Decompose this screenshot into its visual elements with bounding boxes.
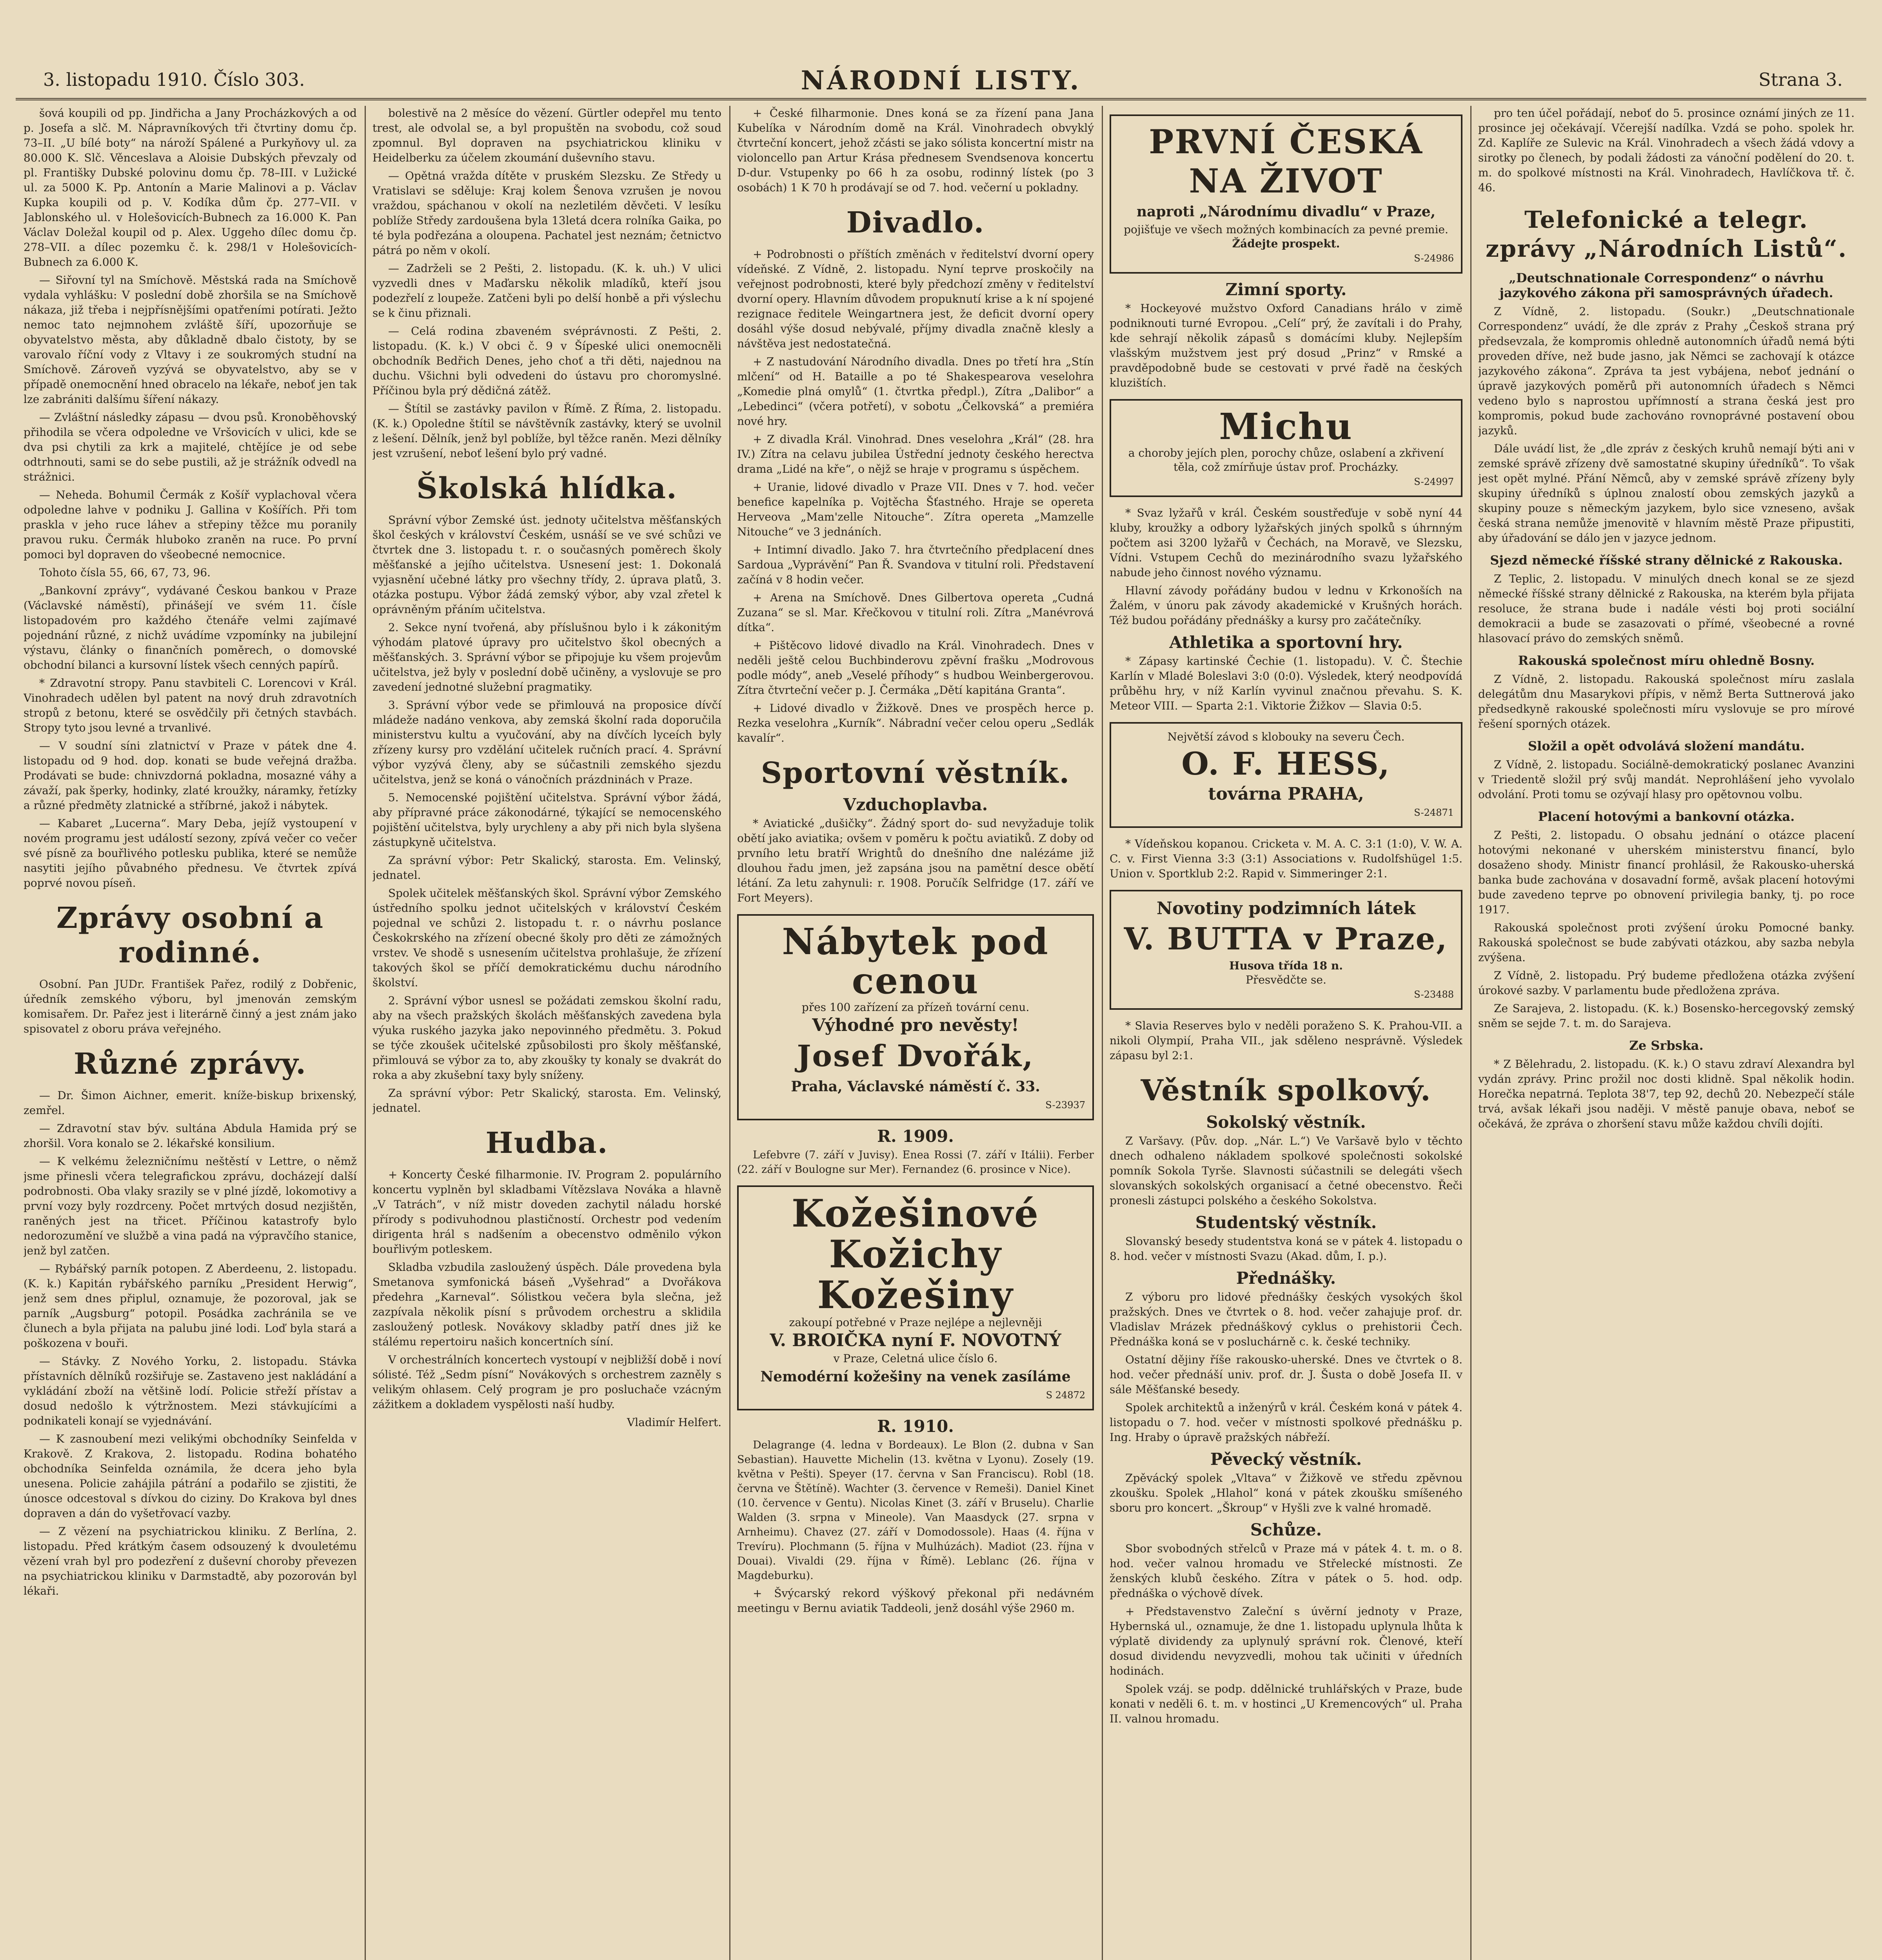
subsection-heading: Schůze. xyxy=(1250,1520,1322,1539)
article: 2. Sekce nyní tvořená, aby příslušnou bylo i k zákonitým výhodám platové úpravy pro učitelstvo škol obecných a měšťanských. 3. Správní výbor se připojuje ku všem projevům učitelstva, jež byly v poslední době učiněny, a vyslovuje se pro zavedení jednotné služební pragmatiky. xyxy=(372,621,721,693)
article: — Kabaret „Lucerna“. Mary Deba, jejíž vystoupení v novém programu jest událostí sezony, zpívá večer co večer své písně za bouřlivého potlesku publika, které se nemůže nasytiti jejího půvabného přednesu. Ve čtvrtek zpívá poprvé novou píseň. xyxy=(24,817,357,889)
ad-company: V. BUTTA v Praze, xyxy=(1124,921,1448,957)
article: 2. Správní výbor usnesl se požádati zemskou školní radu, aby na všech pražských školách měšťanských zavedena byla výuka ruského jazyka jako nepovinného předmětu. 3. Pokud se týče zkoušek učitelské způsobilosti pro školy měšťanské, přimlouvá se výbor za to, aby zkoušky ty konaly se dvakrát do roka a aby zkušební taxy byly sníženy. xyxy=(372,994,721,1082)
article: bolestivě na 2 měsíce do vězení. Gürtler odepřel mu tento trest, ale odvolal se, a byl propuštěn na svobodu, což soud zpomnul. Byl dopraven na psychiatrickou kliniku v Heidelberku za účelem zkoumání duševního stavu. xyxy=(372,107,721,164)
ad-code: S-24997 xyxy=(1414,476,1454,487)
article: — Rybářský parník potopen. Z Aberdeenu, 2. listopadu. (K. k.) Kapitán rybářského parníku „President Herwig“, jenž sem dnes připlul, oznamuje, že pozoroval, jak se parník „Augsburg“ potopil. Posádka zachránila se ve člunech a byla přijata na palubu jiné lodi. Loď byla stará a poškozena v bouři. xyxy=(24,1262,357,1350)
article: + Pištěcovo lidové divadlo na Král. Vinohradech. Dnes v neděli ještě celou Buchbinderovu zpěvní frašku „Modrovous podle módy“, aneb „Veselé příhody“ s hudbou Weinbergerovou. Zítra čtvrteční večer p. J. Čermáka „Dětí kapitána Granta“. xyxy=(737,639,1094,697)
article: Z Vídně, 2. listopadu. Sociálně-demokratický poslanec Avanzini v Triedentě složil prý svůj mandát. Neprohlášení jeho vyvolalo odvolání. Proti tomu se ozývají hlasy pro opětovnou volbu. xyxy=(1478,758,1855,801)
article: — Zadrželi se 2 Pešti, 2. listopadu. (K. k. uh.) V ulici vyzvedli dnes v Maďarsku několik mladíků, kteří jsou podezřelí z loupeže. Zatčeni byli po delší honbě a při výslechu se k činu přiznali. xyxy=(372,262,721,319)
subsection-heading: Studentský věstník. xyxy=(1195,1213,1377,1232)
article: Spolek učitelek měšťanských škol. Správní výbor Zemského ústředního spolku jednot učitelských v království Českém pojednal ve schůzi 2. listopadu t. r. o návrhu poslance Českokrského na zřízení obecné školy pro děti ze zámožných vrstev. Ve shodě s usnesením učitelstva prohlašuje, že zřízení takových škol se příčí demokratickému duchu národního školství. xyxy=(372,887,721,989)
ad-address: v Praze, Celetná ulice číslo 6. xyxy=(833,1352,998,1365)
advertisement-furniture xyxy=(737,914,1094,1120)
article: — Štítil se zastávky pavilon v Římě. Z Říma, 2. listopadu. (K. k.) Opoledne štítil se návštěvník zastávky, který se uvolnil z lešení. Dělník, jenž byl poblíže, byl těžce raněn. Mezi dělníky jest vzrušení, neboť lešení bylo prý vadné. xyxy=(372,402,721,460)
subsection-heading: Ze Srbska. xyxy=(1629,1038,1704,1053)
list-item: Delagrange (4. ledna v Bordeaux). Le Blon (2. dubna v San Sebastian). Hauvette Michelin (13. května v Lyonu). Zosely (19. května v Pešti). Speyer (17. června v San Franciscu). Robl (18. června ve Štětíně). Wachter (3. července v Remeši). Daniel Kinet (10. července v Gentu). Nicolas Kinet (3. září v Bruselu). Charlie Walden (3. srpna v Mineole). Van Maasdyck (27. srpna v Arnheimu). Chavez (27. září v Domodossole). Haas (4. října v Trevíru). Plochmann (5. října v Mulhúzách). Madiot (23. října v Douai). Vivaldi (29. října v Římě). Leblanc (26. října v Magdeburku). xyxy=(737,1439,1094,1582)
article: Z Pešti, 2. listopadu. O obsahu jednání o otázce placení hotovými nekonané v uherském ministerstvu financí, bylo dosaženo shody. Ministr financí prohlásil, že Rakousko-uherská banka bude zachována v dosavadní formě, avšak placení hotovými bude zavedeno teprve po obnovení privilegia banky, tj. po roce 1917. xyxy=(1478,829,1855,916)
ad-text: továrna PRAHA, xyxy=(1208,784,1364,804)
section-heading: Školská hlídka. xyxy=(416,472,678,505)
article: + Arena na Smíchově. Dnes Gilbertova opereta „Cudná Zuzana“ se sl. Mar. Křečkovou v titulní roli. Zítra „Manévrová dítka“. xyxy=(737,591,1094,634)
list-item: Lefebvre (7. září v Juvisy). Enea Rossi (7. září v Itálii). Ferber (22. září v Boulogne sur Mer). Fernandez (6. prosince v Nice). xyxy=(737,1149,1094,1176)
article: Z Vídně, 2. listopadu. (Soukr.) „Deutschnationale Correspondenz“ uvádí, že dle zpráv z Prahy „Českoš strana prý předsevzala, že kompromis ohledně autonomních úřadů nemá býti proveden dříve, než bude jasno, jak Němci se zachovají k otázce jazykového zákona“. Zpráva ta jest vybájena, neboť jednání o úpravě jazykových poměrů při autonomních úřadech s Němci vedeno bylo s naprostou upřímností a strana česká jest pro kompromis, pokud bude zachováno rovnoprávné postavení obou jazyků. xyxy=(1478,305,1855,437)
article: — Stávky. Z Nového Yorku, 2. listopadu. Stávka přístavních dělníků rozšiřuje se. Zastaveno jest nakládání a vykládání zboží na většině lodí. Policie střeží přístav a dosud nedošlo k výtržnostem. Mezi stávkujícími a podnikateli konají se vyjednávání. xyxy=(24,1355,357,1427)
article: Správní výbor Zemské úst. jednoty učitelstva měšťanských škol českých v království Českém, usnáší se ve své schůzi ve čtvrtek dne 3. listopadu t. r. o současných poměrech školy měšťanské a jejího učitelstva. Usnesení jest: 1. Dokonalá vyjasnění učebné látky pro všechny třídy, 2. úprava platů, 3. otázka postupu. Výbor žádá zemský výbor, aby vzal zřetel k oprávněným přáním učitelstva. xyxy=(372,514,721,616)
advertisement-furs xyxy=(737,1185,1094,1410)
article: — Zvláštní následky zápasu — dvou psů. Kronoběhovský přihodila se včera odpoledne ve Vršovicích v ulici, kde se dva psi chytili za krk a majitelé, chtějíce je od sebe odtrhnouti, sami se do sebe pustili, až je strážník odvedl na strážnici. xyxy=(24,411,357,483)
article: — Z vězení na psychiatrickou kliniku. Z Berlína, 2. listopadu. Před krátkým časem odsouzený k dvouletému vězení vrah byl pro podezření z duševní choroby převezen na psychiatrickou kliniku v Darmstadtě, aby pozorován byl lékaři. xyxy=(24,1525,357,1597)
article: šová koupili od pp. Jindřicha a Jany Procházkových a od p. Josefa a slč. M. Nápravníkových tři čtvrtiny domu čp. 73–II. „U bílé boty“ na nároží Spálené a Purkyňovy ul. za 80.000 K. Slč. Věnceslava a Aloisie Dubských převzaly od pl. Františky Dubské polovinu domu čp. 78–III. v Lužické ul. za 5000 K. Pp. Antonín a Marie Malinovi a p. Václav Kupka koupili od p. V. Kodíka dům čp. 277–VII. v Jablonského ul. v Holešovicích-Bubnech za 16.000 K. Pan Václav Doležal koupil od p. Alex. Uggeho dílec domu čp. 278–VII. a dílec pozemku č. k. 298/1 v Holešovicích-Bubnech za 6.000 K. xyxy=(24,107,357,269)
article: — Celá rodina zbaveném svéprávnosti. Z Pešti, 2. listopadu. (K. k.) V obci č. 9 v Šípeské ulici onemocněli obchodník Bedřich Denes, jeho choť a tři děti, najednou na duchu. Všichni byli odvedeni do ústavu pro choromyslné. Příčinou byla prý dědičná zátěž. xyxy=(372,325,721,397)
column-4 xyxy=(1110,106,1462,1960)
ad-headline: Michu xyxy=(1219,405,1353,448)
subsection-heading: R. 1909. xyxy=(877,1127,954,1146)
article: V orchestrálních koncertech vystoupí v nejbližší době i noví sólisté. Též „Sedm písní“ Novákových s orchestrem zazněly s velikým ohlasem. Celý program je pro posluchače vzácným zážitkem a dokladem vyspělosti naší hudby. xyxy=(372,1353,721,1411)
ad-company: Josef Dvořák, xyxy=(797,1038,1034,1073)
article: — Siřovní tyl na Smíchově. Městská rada na Smíchově vydala vyhlášku: V poslední době zhoršila se na Smíchově nákaza, již třeba i nejpřísnějšími opatřeními potírati. Ježto nemoc tato nejmnohem zvláště šíří, upozorňuje se obyvatelstvo města, aby důkladně dbalo čistoty, by se varovalo říční vody z Vltavy i ze soukromých studní na Smíchově. Zároveň vyzývá se obyvatelstvo, aby se v případě onemocnění hned obracelo na lékaře, neboť jen tak lze zabrániti dalšímu šíření nákazy. xyxy=(24,274,357,406)
article: Z Varšavy. (Pův. dop. „Nár. L.“) Ve Varšavě bylo v těchto dnech odhaleno nákladem spolkové společnosti sokolské pomník Sokola Tyrše. Slavnosti súčastnili se delegáti všech slovanských sokolských organisací a četné obecenstvo. Řeči pronesli zástupci polského a českého Sokolstva. xyxy=(1110,1134,1462,1207)
article: Hlavní závody pořádány budou v lednu v Krkonoších na Žalém, v únoru pak závody akademické v Krušných horách. Též budou pořádány přednášky a kursy pro začátečníky. xyxy=(1110,584,1462,627)
article: * Aviatické „dušičky“. Žádný sport do- sud nevyžaduje tolik obětí jako aviatika; ovšem v poměru k počtu aviatiků. Z doby od prvního letu bratří Wrightů do dnešního dne nalézáme již dlouhou řadu jmen, jež zapsána jsou na pamětní desce obětí létání. Za letu zahynuli: r. 1908. Poručík Selfridge (17. září ve Fort Meyers). xyxy=(737,817,1094,904)
column-1 xyxy=(24,106,357,1960)
article: + Z nastudování Národního divadla. Dnes po třetí hra „Stín mlčení“ od H. Bataille a po té Shakespearova veselohra „Komedie plná omylů“ (1. čtvrtka předpl.), Zítra „Dalibor“ a „Lebedinci“ (včera potřetí), v sobotu „Čelkovská“ a premiéra nové hry. xyxy=(737,355,1094,428)
article: — Zdravotní stav býv. sultána Abdula Hamida prý se zhoršil. Vora konalo se 2. lékařské konsilium. xyxy=(24,1122,357,1150)
article: Z Vídně, 2. listopadu. Prý budeme předložena otázka zvýšení úrokové sazby. V parlamentu bude předložena zpráva. xyxy=(1478,969,1855,997)
subsection-heading: Sjezd německé říšské strany dělnické z Rakouska. xyxy=(1490,553,1843,568)
article: Spolek vzáj. se podp. ddělnické truhlářských v Praze, bude konati v neděli 6. t. m. v hostinci „U Kremencových“ ul. Praha II. valnou hromadu. xyxy=(1110,1682,1462,1725)
column-3 xyxy=(737,106,1094,1960)
article: 5. Nemocenské pojištění učitelstva. Správní výbor žádá, aby přípravné práce zákonodárné, týkající se nemocenského pojištění učitelstva, byly urychleny a aby při nich byla slyšena zástupkyně učitelstva. xyxy=(372,791,721,849)
article: Rakouská společnost proti zvýšení úroku Pomocné banky. Rakouská společnost se bude zabývati otázkou, aby sazba nebyla zvýšena. xyxy=(1478,921,1855,964)
article: Dále uvádí list, že „dle zpráv z českých kruhů nemají býti ani v zemské správě zřízeny dvě samostatné skupiny úředníků“. To však jest opět mylné. Přání Němců, aby v zemské správě zřízeny byly skupiny úředníků s úplnou znalostí obou zemských jazyků a skupiny pouze s německým jazykem, bylo sice vzneseno, avšak česká strana nemůže jmenovitě v hlavním městě Praze připustiti, aby úřadování se dálo jen v jazyce jednom. xyxy=(1478,442,1855,544)
ad-company: V. BROIČKA nyní F. NOVOTNÝ xyxy=(770,1330,1061,1350)
ad-text: Největší závod s klobouky na severu Čech. xyxy=(1167,730,1405,743)
ad-text: zakoupí potřebné v Praze nejlépe a nejlevněji xyxy=(789,1316,1042,1329)
subsection-heading: Zimní sporty. xyxy=(1225,280,1347,299)
issue-date: 3. listopadu 1910. Číslo 303. xyxy=(43,69,305,90)
article: 3. Správní výbor vede se přimlouvá na proposice dívčí mládeže nadáno venkova, aby zemská školní rada doporučila ministerstvu kultu a vyučování, aby na dívčích lyceích byly zřízeny kursy pro vzdělání učitelek ručních prací. 4. Správní výbor vyzývá členy, aby se súčastnili zemského sjezdu učitelstva, jenž se koná o vánočních prázdninách v Praze. xyxy=(372,699,721,786)
article: Osobní. Pan JUDr. František Pařez, rodilý z Dobřenic, úředník zemského výboru, byl jmenován zemským komisařem. Dr. Pařez jest i literárně činný a jest znám jako spisovatel z oboru práva veřejného. xyxy=(24,978,357,1035)
subsection-heading: Sokolský věstník. xyxy=(1206,1112,1366,1132)
article: Z Teplic, 2. listopadu. V minulých dnech konal se ze sjezd německé říšské strany dělnické z Rakouska, na kterém byla přijata resoluce, že strana bude i nadále vésti boj proti sociální demokracii a bude se zasazovati o přímé, všeobecné a rovné hlasovací právo do zemských sněmů. xyxy=(1478,572,1855,645)
subsection-heading: Složil a opět odvolává složení mandátu. xyxy=(1528,739,1805,753)
column-rule xyxy=(1102,106,1103,1960)
subsection-heading: „Deutschnationale Correspondenz“ o návrhu jazykového zákona při samosprávných úřadech. xyxy=(1499,270,1833,300)
subsection-heading: R. 1910. xyxy=(877,1417,954,1436)
advertisement-fabrics xyxy=(1110,890,1462,1010)
ad-text: Přesvědčte se. xyxy=(1246,973,1326,986)
ad-text: Žádejte prospekt. xyxy=(1232,237,1340,250)
advertisement-institute xyxy=(1110,399,1462,497)
ad-code: S-23937 xyxy=(1045,1100,1085,1111)
advertisement-insurance xyxy=(1110,114,1462,274)
article: Z Vídně, 2. listopadu. Rakouská společnost míru zaslala delegátům dnu Masarykovi přípis, v němž Berta Suttnerová jako předsedkyně rakouské společnosti míru vyslovuje se pro mírové řešení sporných otázek. xyxy=(1478,673,1855,730)
column-rule xyxy=(729,106,730,1960)
article: + Lidové divadlo v Žižkově. Dnes ve prospěch herce p. Rezka veselohra „Kurník“. Nábradní večer celou operu „Sedlák kavalír“. xyxy=(737,702,1094,744)
subsection-heading: Rakouská společnost míru ohledně Bosny. xyxy=(1518,653,1815,668)
article: * Svaz lyžařů v král. Českém soustřeďuje v sobě nyní 44 kluby, kroužky a odbory lyžařských jiných spolků s úhrnným počtem asi 3200 lyžařů v Čechách, na Moravě, ve Slezsku, Vídni. Vstupem Cechů do mezinárodního svazu lyžařského nabude jeho činnost nového významu. xyxy=(1110,506,1462,579)
article: * Z Bělehradu, 2. listopadu. (K. k.) O stavu zdraví Alexandra byl vydán zprávy. Princ prožil noc dosti klidně. Spal několik hodin. Horečka nepatrná. Teplota 38'7, tep 92, dechů 20. Nebezpečí stále trvá, avšak lékaři jsou naději. V městě panuje obava, neboť se očekává, že zpráva o zhoršení stavu může každou chvíli dojíti. xyxy=(1478,1058,1855,1130)
article: — K zasnoubení mezi velikými obchodníky Seinfelda v Krakově. Z Krakova, 2. listopadu. Rodina bohatého obchodníka Seinfelda oznámila, že dcera jeho byla unesena. Policie zahájila pátrání a podařilo se zjistiti, že únosce odcestoval s dívkou do ciziny. Do Krakova byl dnes dopraven a dán do vyšetřovací vazby. xyxy=(24,1432,357,1520)
ad-code: S-23488 xyxy=(1414,989,1454,1000)
article: „Bankovní zprávy“, vydávané Českou bankou v Praze (Václavské náměstí), přinášejí ve svém 11. čísle listopadovém pro každého čtenáře velmi zajímavé pojednání různé, z nichž uvádíme vzpomínky na jubilejní výstavu, články o finančních poměrech, o domovské obchodní bilanci a kursovní lístek všech cenných papírů. xyxy=(24,584,357,671)
article: * Zápasy kartinské Čechie (1. listopadu). V. Č. Štechie Karlín v Mladé Boleslavi 3:0 (0:0). Výsledek, který neodpovídá průběhu hry, v níž Karlín vyvinul značnou převahu. S. K. Meteor VIII. — Sparta 2:1. Viktorie Žižkov — Slavia 0:5. xyxy=(1110,655,1462,712)
article: + Koncerty České filharmonie. IV. Program 2. populárního koncertu vyplněn byl skladbami Vítězslava Nováka a hlavně „V Tatrách“, v níž mistr doveden zachytil náladu horské přírody s podivuhodnou plastičností. Orchestr pod vedením dirigenta hrál s nadšením a obecenstvo odměnilo výkon bouřlivým potleskem. xyxy=(372,1168,721,1256)
article: — Opětná vražda dítěte v pruském Slezsku. Ze Středy u Vratislavi se sděluje: Kraj kolem Šenova vzrušen je novou vraždou, spáchanou v okolí na nezletilém děvčeti. V lesíku poblíže Středy zardoušena byla 13letá dcera rolníka Gaika, po té byla podřezána a oloupena. Pachatel jest neznám; četnictvo pátrá po něm v okolí. xyxy=(372,169,721,257)
ad-slogan: Výhodné pro nevěsty! xyxy=(812,1015,1019,1035)
article: — Neheda. Bohumil Čermák z Košíř vyplachoval včera odpoledne lahve v podniku J. Gallina v Košířích. Při tom praskla v jeho ruce láhev a střepiny těžce mu poranily pravou ruku. Čermák hluboko zraněn na ruce. Po první pomoci byl dopraven do všeobecné nemocnice. xyxy=(24,488,357,561)
article: + Intimní divadlo. Jako 7. hra čtvrtečního předplacení dnes Sardoua „Vyprávění“ Pan Ř. Svandova v titulní roli. Představení začíná v 8 hodin večer. xyxy=(737,543,1094,586)
subsection-heading: Athletika a sportovní hry. xyxy=(1169,633,1403,652)
ad-text: pojišťuje ve všech možných kombinacích za pevné premie. xyxy=(1124,223,1448,236)
article: + Švýcarský rekord výškový překonal při nedávném meetingu v Bernu aviatik Taddeoli, jenž dosáhl výše 2960 m. xyxy=(737,1587,1094,1615)
article: * Vídeňskou kopanou. Cricketa v. M. A. C. 3:1 (1:0), V. W. A. C. v. First Vienna 3:3 (3:1) Associations v. Rudolfshügel 1:5. Union v. Sportklub 2:2. Rapid v. Simmeringer 2:1. xyxy=(1110,837,1462,880)
article: Spolek architektů a inženýrů v král. Českém koná v pátek 4. listopadu o 7. hod. večer v místnosti spolkové přednášku p. Ing. Hraby o úpravě pražských nábřeží. xyxy=(1110,1401,1462,1444)
column-2 xyxy=(372,106,721,1960)
article: Tohoto čísla 55, 66, 67, 73, 96. xyxy=(39,566,211,579)
ad-code: S-24986 xyxy=(1414,253,1454,264)
article: * Zdravotní stropy. Panu stavbiteli C. Lorencovi v Král. Vinohradech udělen byl patent na nový druh zdravotních stropů z betonu, které se osvědčily při četných stavbách. Stropy tyto jsou levné a trvanlivé. xyxy=(24,677,357,734)
article: Zpěvácký spolek „Vltava“ v Žižkově ve středu zpěvnou zkoušku. Spolek „Hlahol“ koná v pátek zkoušku smíšeného sboru pro koncert. „Škroup“ v Hyšli zve k valné hromadě. xyxy=(1110,1472,1462,1514)
ad-address: Husova třída 18 n. xyxy=(1229,959,1343,972)
signature: Za správní výbor: Petr Skalický, starosta. Em. Velinský, jednatel. xyxy=(372,1087,721,1114)
section-heading: Telefonické a telegr. zprávy „Národních Listů“. xyxy=(1486,206,1847,263)
ad-headline: Kožešinové Kožichy Kožešiny xyxy=(791,1191,1040,1317)
article: + Představenstvo Zaleční s úvěrní jednoty v Praze, Hybernská ul., oznamuje, že dne 1. listopadu uplynula lhůta k výplatě dividendy za uplynulý správní rok. Členové, kteří dosud dividendu nevyzvedli, mohou tak učiniti v úředních hodinách. xyxy=(1110,1605,1462,1677)
article: + Podrobnosti o příštích změnách v ředitelství dvorní opery vídeňské. Z Vídně, 2. listopadu. Nyní teprve proskočily na veřejnost podrobnosti, které byly předchozí změny v ředitelství dvorní opery. Hlavním důvodem propuknutí krise a k ní spojené rezignace ředitele Weingartnera jest, že deficit dvorní opery dosáhl výše dosud nebývalé, příjmy divadla značně klesly a návštěva jest nedostatečná. xyxy=(737,248,1094,350)
article: Ze Sarajeva, 2. listopadu. (K. k.) Bosensko-hercegovský zemský sněm se sejde 7. t. m. do Sarajeva. xyxy=(1478,1002,1855,1030)
section-heading: Hudba. xyxy=(485,1126,609,1160)
article: Skladba vzbudila zasloužený úspěch. Dále provedena byla Smetanova symfonická báseň „Vyšehrad“ a Dvořákova předehra „Karneval“. Sólistkou večera byla slečna, jež zazpívala několik písní s průvodem orchestru a sklidila zasloužený potlesk. Novákovy skladby patří dnes již ke stálému repertoiru našich koncertních síní. xyxy=(372,1261,721,1348)
ad-code: S 24872 xyxy=(1046,1390,1085,1401)
article: Sbor svobodných střelců v Praze má v pátek 4. t. m. o 8. hod. večer valnou hromadu ve Střelecké místnosti. Ze ženských klubů českého. Zítra v pátek o 5. hod. odp. přednáška o výchově dívek. xyxy=(1110,1542,1462,1600)
article: + České filharmonie. Dnes koná se za řízení pana Jana Kubelíka v Národním domě na Král. Vinohradech obvyklý čtvrteční koncert, jehož zčásti se jako sólista koncertní mistr na violoncello pan Artur Krása přednesem Svendsenova koncertu D-dur. Vstupenky po 66 h za osobu, rodinný lístek (po 3 osobách) 1 K 70 h prodávají se od 7. hod. večerní u pokladny. xyxy=(737,107,1094,194)
section-heading: Divadlo. xyxy=(846,206,985,240)
section-heading: Různé zprávy. xyxy=(74,1047,307,1081)
article: + Uranie, lidové divadlo v Praze VII. Dnes v 7. hod. večer benefice kapelníka p. Vojtěcha Šťastného. Hraje se opereta Herveova „Mam'zelle Nitouche“. Zítra opereta „Mamzelle Nitouche“ ve 3 jednáních. xyxy=(737,481,1094,538)
subsection-heading: Placení hotovými a bankovní otázka. xyxy=(1538,809,1795,824)
page-number: Strana 3. xyxy=(1758,69,1843,90)
ad-company: O. F. HESS, xyxy=(1181,745,1391,782)
article: Ostatní dějiny říše rakousko-uherské. Dnes ve čtvrtek o 8. hod. večer přednáší univ. prof. dr. J. Šusta o době Josefa II. v sále Měšťanské besedy. xyxy=(1110,1353,1462,1396)
column-5 xyxy=(1478,106,1855,1960)
masthead: NÁRODNÍ LISTY. xyxy=(801,65,1081,96)
subsection-heading: Pěvecký věstník. xyxy=(1210,1450,1362,1469)
column-rule xyxy=(1470,106,1471,1960)
article: * Slavia Reserves bylo v neděli poraženo S. K. Prahou-VII. a nikoli Olympií, Praha VII., jak sděleno nesprávně. Výsledek zápasu byl 2:1. xyxy=(1110,1019,1462,1062)
article: Z výboru pro lidové přednášky českých vysokých škol pražských. Dnes ve čtvrtek o 8. hod. večer zahajuje prof. dr. Vladislav Mrázek přednáškový cyklus o prehistorii Čech. Přednáška koná se v posluchárně c. k. české techniky. xyxy=(1110,1290,1462,1348)
subsection-heading: Vzduchoplavba. xyxy=(843,795,988,814)
ad-text: přes 100 zařízení za přízeň tovární cenu. xyxy=(801,1001,1030,1014)
article: * Hockeyové mužstvo Oxford Canadians hrálo v zimě podniknouti turné Evropou. „Celí“ prý, že zavítali i do Prahy, kde sehrají několik zápasů s domácími kluby. Nejlepším vlašským mužstvem jest prý dosud „Prinz“ v Rmské a pravděpodobně bude se cestovati v prvé řadě na českých kluzištích. xyxy=(1110,302,1462,389)
article: + Z divadla Král. Vinohrad. Dnes veselohra „Král“ (28. hra IV.) Zítra na celavu jubilea Ústřední jednoty českého herectva drama „Lidé na kře“, o nějž se hraje v programu s úspěchem. xyxy=(737,433,1094,475)
ad-headline: PRVNÍ ČESKÁ NA ŽIVOT xyxy=(1149,122,1423,200)
article: — Dr. Šimon Aichner, emerit. kníže-biskup brixenský, zemřel. xyxy=(24,1089,357,1117)
ad-slogan: Nemodérní kožešiny na venek zasíláme xyxy=(760,1368,1071,1385)
ad-text: naproti „Národnímu divadlu“ v Praze, xyxy=(1136,203,1436,220)
ad-headline: Novotiny podzimních látek xyxy=(1156,898,1416,918)
article: pro ten účel pořádají, neboť do 5. prosince oznámí jiných ze 11. prosince jej očekávají. Včerejší nadílka. Vzdá se poho. spolek hr. Zd. Kaplíře ze Sulevic na Král. Vinohradech a všech žádá vdovy a sirotky po členech, by podali žádosti za vánoční podělení do 20. t. m. do spolkové místnosti na Král. Vinohradech, Havlíčkova tř. č. 46. xyxy=(1478,107,1855,194)
ad-text: a choroby jejích plen, porochy chůze, oslabení a zkřivení těla, což zmírňuje ústav prof. Procházky. xyxy=(1128,446,1444,474)
ad-code: S-24871 xyxy=(1414,807,1454,818)
ad-address: Praha, Václavské náměstí č. 33. xyxy=(791,1078,1040,1095)
section-heading: Sportovní věstník. xyxy=(761,756,1070,790)
ad-headline: Nábytek pod cenou xyxy=(782,920,1049,1002)
article: — V soudní síni zlatnictví v Praze v pátek dne 4. listopadu od 9 hod. dop. konati se bude veřejná dražba. Prodávati se bude: chnivzdorná pokladna, mosazné váhy a závaží, pak šperky, hodinky, zlaté kroužky, náramky, řetízky a různé předměty zlatnické a stříbrné, jakož i nábytek. xyxy=(24,739,357,812)
signature: Za správní výbor: Petr Skalický, starosta. Em. Velinský, jednatel. xyxy=(372,854,721,882)
section-heading: Zprávy osobní a rodinné. xyxy=(56,901,324,969)
section-heading: Věstník spolkový. xyxy=(1141,1074,1431,1107)
column-rule xyxy=(365,106,366,1960)
article: Slovanský besedy studentstva koná se v pátek 4. listopadu o 8. hod. večer v místnosti Svazu (Akad. dům, I. p.). xyxy=(1110,1235,1462,1263)
running-head xyxy=(16,63,1866,100)
article: — K velkému železničnímu neštěstí v Lettre, o němž jsme přinesli včera telegrafickou zprávu, docházejí další podrobnosti. Oba vlaky srazily se v plné jízdě, lokomotivy a první vozy byly rozdrceny. Počet mrtvých dosud nezjištěn, raněných jest na třicet. Příčinou katastrofy bylo nedorozumění ve službě a vina padá na výpravčího stanice, jenž byl zatčen. xyxy=(24,1155,357,1257)
advertisement-hats xyxy=(1110,722,1462,828)
signature: Vladimír Helfert. xyxy=(627,1416,721,1429)
subsection-heading: Přednášky. xyxy=(1236,1269,1336,1288)
